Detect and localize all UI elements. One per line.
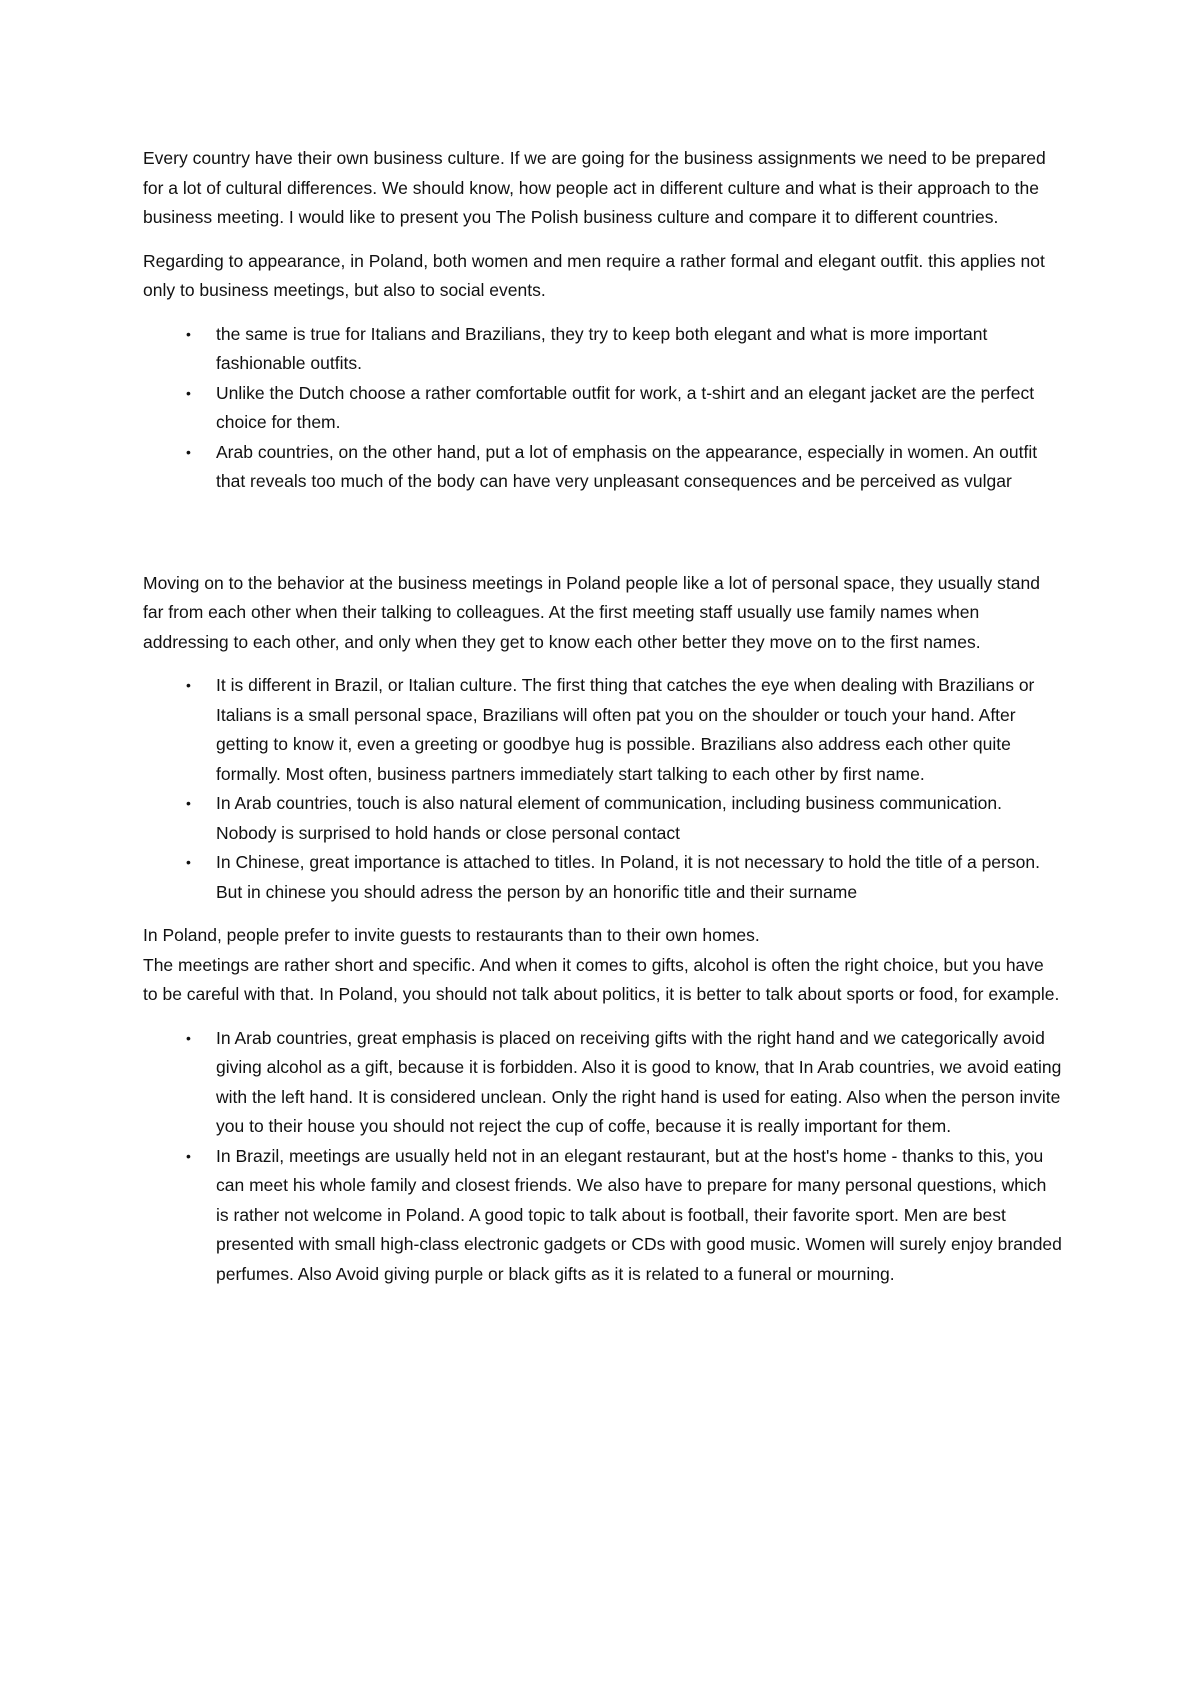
blank-space	[143, 511, 1063, 569]
list-item-text: In Brazil, meetings are usually held not in an elegant restaurant, but at the host's home - thanks to this, you can meet his whole family and closest friends. We also have to prepare for many personal questions, which is rather not welcome in Poland. A good topic to talk about is football, their favorite sport. Men are best presented with small high-class electronic gadgets or CDs with good music. Women will surely enjoy branded perfumes. Also Avoid giving purple or black gifts as it is related to a funeral or mourning.	[216, 1145, 1062, 1284]
hosting-bullet-list	[143, 1024, 1063, 1290]
list-item-text: Unlike the Dutch choose a rather comfortable outfit for work, a t-shirt and an elegant jacket are the perfect choice for them.	[216, 382, 1035, 432]
list-item-text: In Arab countries, touch is also natural element of communication, including business communication. Nobody is surprised to hold hands or close personal contact	[216, 793, 1002, 843]
list-item	[143, 438, 1063, 497]
list-item	[143, 671, 1063, 789]
hosting-paragraph	[143, 921, 1063, 1010]
behavior-bullet-list	[143, 671, 1063, 907]
list-item	[143, 379, 1063, 438]
bullet-icon: •	[186, 443, 191, 460]
list-item	[143, 848, 1063, 907]
bullet-icon: •	[186, 795, 191, 811]
intro-paragraph: Every country have their own business culture. If we are going for the business assignments we need to be prepared for a lot of cultural differences. We should know, how people act in different culture and what is their approach to the business meeting. I would like to present you The Polish business culture and compare it to different countries.	[143, 148, 1046, 227]
list-item-text: It is different in Brazil, or Italian culture. The first thing that catches the eye when dealing with Brazilians or Italians is a small personal space, Brazilians will often pat you on the shoulder or touch your hand. After getting to know it, even a greeting or goodbye hug is possible. Brazilians also address each other quite formally. Most often, business partners immediately start talking to each other by first name.	[216, 675, 1035, 784]
list-item-text: In Arab countries, great emphasis is placed on receiving gifts with the right hand and we categorically avoid giving alcohol as a gift, because it is forbidden. Also it is good to know, that In Arab countries, we avoid eating with the left hand. It is considered unclean. Only the right hand is used for eating. Also when the person invite you to their house you should not reject the cup of coffe, because it is really important for them.	[216, 1027, 1062, 1136]
behavior-paragraph: Moving on to the behavior at the business meetings in Poland people like a lot of personal space, they usually stand far from each other when their talking to colleagues. At the first meeting staff usually use family names when addressing to each other, and only when they get to know each other better they move on to the first names.	[143, 572, 1040, 652]
bullet-icon: •	[186, 384, 191, 401]
list-item	[143, 1024, 1063, 1142]
bullet-icon: •	[186, 677, 191, 693]
list-item-text: Arab countries, on the other hand, put a lot of emphasis on the appearance, especially in women. An outfit that reveals too much of the body can have very unpleasant consequences and be perceived as vulgar	[216, 441, 1038, 491]
appearance-bullet-list	[143, 320, 1063, 497]
bullet-icon: •	[186, 1029, 191, 1046]
hosting-line-1: In Poland, people prefer to invite guests to restaurants than to their own homes.	[143, 925, 760, 945]
appearance-paragraph: Regarding to appearance, in Poland, both women and men require a rather formal and elegant outfit. this applies not only to business meetings, but also to social events.	[143, 250, 1045, 300]
list-item	[143, 320, 1063, 379]
bullet-icon: •	[186, 854, 191, 870]
document-page	[143, 144, 1063, 1303]
hosting-line-2: The meetings are rather short and specific. And when it comes to gifts, alcohol is often the right choice, but you have to be careful with that. In Poland, you should not talk about politics, it is better to talk about sports or food, for example.	[143, 954, 1060, 1004]
list-item	[143, 1142, 1063, 1290]
bullet-icon: •	[186, 325, 191, 342]
list-item-text: In Chinese, great importance is attached to titles. In Poland, it is not necessary to hold the title of a person. But in chinese you should adress the person by an honorific title and their surname	[216, 852, 1040, 902]
list-item	[143, 789, 1063, 848]
bullet-icon: •	[186, 1147, 191, 1164]
list-item-text: the same is true for Italians and Brazilians, they try to keep both elegant and what is more important fashionable outfits.	[216, 323, 988, 373]
